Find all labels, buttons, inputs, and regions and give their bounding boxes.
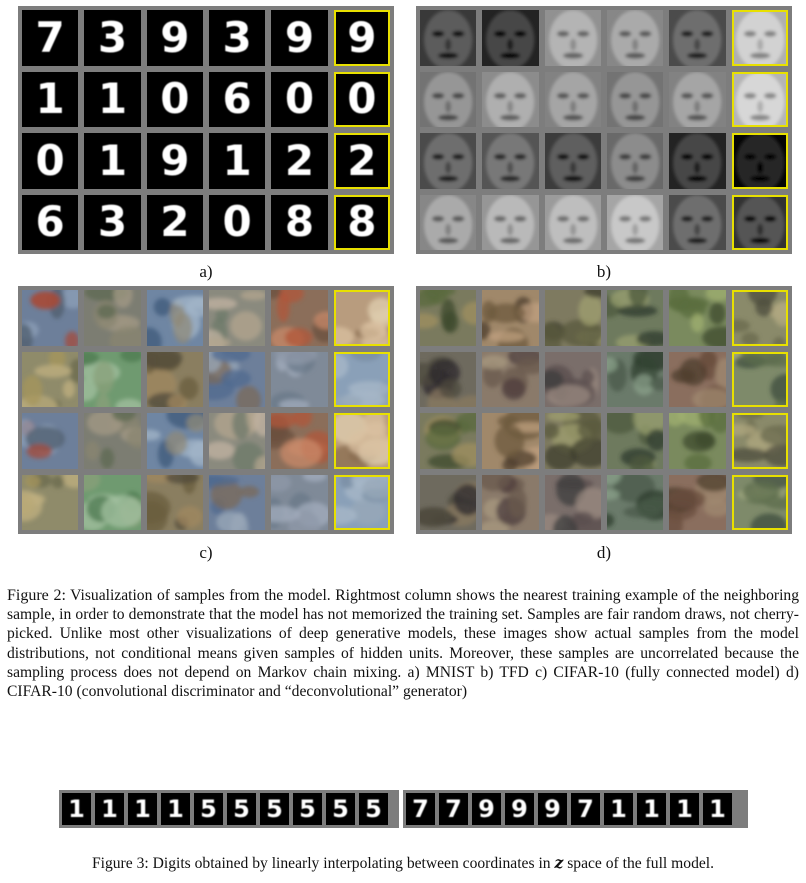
cifar-conv-sample — [607, 352, 663, 408]
figure-3-caption — [0, 853, 806, 873]
mnist-sample — [22, 72, 78, 128]
face-image — [545, 10, 601, 66]
cifar-fc-sample — [22, 413, 78, 469]
cifar-conv-image — [732, 413, 788, 469]
mnist-digit: 3 — [97, 197, 128, 247]
face-sample — [545, 72, 601, 128]
cifar-conv-sample — [607, 475, 663, 531]
figure-2-caption — [7, 586, 799, 701]
interpolated-digit — [670, 793, 699, 825]
cifar-conv-sample — [482, 475, 538, 531]
cifar-conv-image — [482, 290, 538, 346]
face-sample — [669, 72, 725, 128]
face-image — [732, 195, 788, 251]
cifar-conv-sample — [545, 290, 601, 346]
cifar-conv-nearest-training-example — [732, 352, 788, 408]
cifar-fc-sample — [271, 475, 327, 531]
panel-label-c: c) — [199, 543, 213, 562]
interpolated-digit-glyph: 1 — [610, 795, 627, 823]
figure-3-caption-pre: Digits obtained by linearly interpolating between coordinates in — [148, 855, 555, 872]
cifar-fc-nearest-training-example — [334, 413, 390, 469]
cifar-fc-image — [147, 290, 203, 346]
mnist-digit: 8 — [347, 197, 377, 247]
cifar-conv-image — [482, 413, 538, 469]
cifar-conv-sample — [669, 413, 725, 469]
tfd-samples-panel — [416, 6, 792, 254]
figure-3-label: Figure 3: — [91, 855, 149, 872]
face-image — [669, 195, 725, 251]
face-image — [420, 10, 476, 66]
cifar-conv-image — [607, 290, 663, 346]
cifar-fc-sample — [84, 290, 140, 346]
mnist-digit: 0 — [35, 135, 65, 185]
mnist-sample — [271, 72, 327, 128]
cifar-conv-nearest-training-example — [732, 475, 788, 531]
cifar-fc-sample — [209, 352, 265, 408]
mnist-digit: 9 — [347, 12, 377, 62]
cifar-conv-image — [669, 475, 725, 531]
mnist-digit: 2 — [347, 135, 377, 185]
face-sample — [482, 195, 538, 251]
face-sample — [607, 72, 663, 128]
interpolated-digit-glyph: 1 — [676, 795, 693, 823]
z-variable: z — [554, 853, 564, 872]
cifar-fc-sample — [209, 290, 265, 346]
cifar-fc-sample — [84, 352, 140, 408]
mnist-sample — [84, 133, 140, 189]
face-image — [545, 133, 601, 189]
interpolated-digit — [538, 793, 567, 825]
cifar-conv-image — [482, 352, 538, 408]
face-image — [669, 10, 725, 66]
mnist-digit: 1 — [97, 74, 128, 124]
cifar-conv-sample — [607, 290, 663, 346]
face-sample — [420, 195, 476, 251]
interpolated-digit-glyph: 5 — [332, 795, 349, 823]
face-sample — [482, 133, 538, 189]
interpolation-strip-1 — [59, 790, 399, 828]
mnist-nearest-training-example — [334, 133, 390, 189]
cifar-conv-sample — [607, 413, 663, 469]
mnist-sample — [147, 72, 203, 128]
interpolated-digit — [194, 793, 223, 825]
mnist-samples-panel — [18, 6, 394, 254]
cifar-fc-sample — [271, 290, 327, 346]
cifar-fc-image — [271, 352, 327, 408]
face-sample — [607, 133, 663, 189]
cifar-conv-samples-panel — [416, 286, 792, 534]
face-sample — [545, 10, 601, 66]
cifar-conv-sample — [482, 413, 538, 469]
cifar-conv-image — [545, 352, 601, 408]
figure-3-caption-post: space of the full model. — [563, 855, 715, 872]
cifar-fc-sample — [271, 352, 327, 408]
cifar-fc-image — [209, 413, 265, 469]
face-image — [669, 72, 725, 128]
cifar-fc-image — [334, 475, 390, 531]
interpolated-digit-glyph: 1 — [709, 795, 726, 823]
cifar-fc-image — [147, 413, 203, 469]
mnist-sample — [84, 10, 140, 66]
face-image — [607, 10, 663, 66]
cifar-fc-image — [209, 290, 265, 346]
cifar-conv-image — [420, 352, 476, 408]
mnist-digit: 0 — [347, 74, 377, 124]
interpolated-digit — [406, 793, 435, 825]
face-image — [420, 195, 476, 251]
face-sample — [420, 133, 476, 189]
face-image — [420, 133, 476, 189]
mnist-digit: 2 — [160, 197, 190, 247]
mnist-sample — [147, 133, 203, 189]
face-sample — [482, 72, 538, 128]
mnist-sample — [209, 72, 265, 128]
cifar-conv-image — [732, 352, 788, 408]
cifar-fc-image — [271, 413, 327, 469]
interpolated-digit — [326, 793, 355, 825]
cifar-fc-sample — [209, 475, 265, 531]
cifar-fc-image — [22, 413, 78, 469]
mnist-sample — [84, 72, 140, 128]
cifar-conv-image — [669, 413, 725, 469]
cifar-fc-sample — [147, 475, 203, 531]
cifar-conv-image — [420, 475, 476, 531]
mnist-digit: 9 — [284, 12, 315, 62]
cifar-conv-image — [607, 413, 663, 469]
cifar-fc-image — [84, 352, 140, 408]
interpolated-digit — [604, 793, 633, 825]
interpolated-digit — [95, 793, 124, 825]
face-image — [732, 10, 788, 66]
cifar-conv-grid — [420, 290, 788, 530]
mnist-sample — [271, 133, 327, 189]
face-sample — [607, 195, 663, 251]
cifar-conv-image — [545, 413, 601, 469]
cifar-fc-image — [147, 475, 203, 531]
face-image — [482, 10, 538, 66]
cifar-fc-sample — [84, 475, 140, 531]
face-image — [669, 133, 725, 189]
cifar-conv-image — [420, 290, 476, 346]
cifar-conv-sample — [420, 290, 476, 346]
face-sample — [545, 195, 601, 251]
cifar-conv-image — [669, 290, 725, 346]
interpolated-digit — [128, 793, 157, 825]
cifar-fc-grid — [22, 290, 390, 530]
cifar-fc-image — [334, 290, 390, 346]
cifar-fc-image — [84, 475, 140, 531]
mnist-digit: 9 — [160, 12, 190, 62]
cifar-fc-image — [22, 475, 78, 531]
face-image — [732, 133, 788, 189]
interpolated-digit-glyph: 7 — [412, 795, 429, 823]
cifar-fc-nearest-training-example — [334, 290, 390, 346]
face-sample — [669, 10, 725, 66]
interpolated-digit — [62, 793, 91, 825]
face-image — [482, 133, 538, 189]
cifar-conv-image — [669, 352, 725, 408]
mnist-sample — [84, 195, 140, 251]
cifar-fc-image — [84, 413, 140, 469]
face-image — [607, 195, 663, 251]
mnist-sample — [209, 10, 265, 66]
mnist-nearest-training-example — [334, 195, 390, 251]
cifar-fc-sample — [209, 413, 265, 469]
interpolated-digit — [472, 793, 501, 825]
mnist-digit: 1 — [222, 135, 252, 185]
face-nearest-training-example — [732, 133, 788, 189]
interpolated-digit-glyph: 5 — [233, 795, 250, 823]
cifar-fc-sample — [22, 352, 78, 408]
cifar-conv-nearest-training-example — [732, 413, 788, 469]
interpolated-digit-glyph: 9 — [511, 795, 528, 823]
mnist-nearest-training-example — [334, 72, 390, 128]
mnist-digit: 1 — [97, 135, 128, 185]
cifar-conv-image — [420, 413, 476, 469]
interpolated-digit — [227, 793, 256, 825]
cifar-conv-sample — [420, 413, 476, 469]
interpolated-digit — [571, 793, 600, 825]
face-image — [607, 72, 663, 128]
face-image — [732, 72, 788, 128]
cifar-conv-image — [545, 475, 601, 531]
mnist-sample — [22, 133, 78, 189]
cifar-fc-image — [334, 413, 390, 469]
interpolated-digit — [293, 793, 322, 825]
interpolated-digit-glyph: 5 — [365, 795, 382, 823]
panel-label-b: b) — [596, 262, 612, 281]
interpolated-digit — [637, 793, 666, 825]
mnist-sample — [22, 195, 78, 251]
interpolated-digit-glyph: 1 — [643, 795, 660, 823]
face-nearest-training-example — [732, 72, 788, 128]
cifar-conv-sample — [669, 290, 725, 346]
mnist-digit: 6 — [222, 74, 252, 124]
cifar-fc-sample — [147, 352, 203, 408]
mnist-digit: 0 — [160, 74, 190, 124]
mnist-digit: 2 — [284, 135, 315, 185]
interpolated-digit — [439, 793, 468, 825]
cifar-fc-image — [334, 352, 390, 408]
interpolated-digit-glyph: 7 — [445, 795, 462, 823]
mnist-digit: 3 — [97, 12, 128, 62]
interpolated-digit — [505, 793, 534, 825]
cifar-conv-sample — [669, 352, 725, 408]
mnist-digit: 0 — [284, 74, 315, 124]
mnist-digit: 1 — [35, 74, 65, 124]
face-sample — [420, 10, 476, 66]
figure-2-label: Figure 2: — [7, 587, 66, 604]
mnist-sample — [147, 10, 203, 66]
cifar-conv-sample — [545, 352, 601, 408]
interpolated-digit-glyph: 5 — [200, 795, 217, 823]
mnist-digit: 7 — [35, 12, 65, 62]
cifar-fc-image — [271, 475, 327, 531]
cifar-conv-sample — [545, 413, 601, 469]
interpolation-strip-2 — [403, 790, 748, 828]
face-nearest-training-example — [732, 10, 788, 66]
cifar-fc-image — [22, 290, 78, 346]
cifar-conv-nearest-training-example — [732, 290, 788, 346]
cifar-conv-sample — [482, 352, 538, 408]
cifar-fc-samples-panel — [18, 286, 394, 534]
cifar-fc-image — [209, 475, 265, 531]
cifar-fc-image — [209, 352, 265, 408]
face-sample — [420, 72, 476, 128]
mnist-nearest-training-example — [334, 10, 390, 66]
face-sample — [669, 195, 725, 251]
cifar-fc-nearest-training-example — [334, 475, 390, 531]
interpolated-digit-glyph: 1 — [167, 795, 184, 823]
figure-2-caption-text: Visualization of samples from the model. Rightmost column shows the nearest training example of the neighboring sample, in order to demonstrate that the model has not memorized the training set. Samples are fair random draws, not cherry-picked. Unlike most other visualizations of deep generative models, these images show actual samples from the model distributions, not conditional means given samples of hidden units. Moreover, these samples are uncorrelated because the sampling process does not depend on Markov chain mixing. a) MNIST b) TFD c) CIFAR-10 (fully connected model) d) CIFAR-10 (convolutional discriminator and “deconvolutional” generator) — [7, 587, 799, 701]
mnist-digit: 9 — [160, 135, 190, 185]
interpolated-digit — [161, 793, 190, 825]
interpolated-digit-glyph: 1 — [68, 795, 85, 823]
cifar-conv-sample — [545, 475, 601, 531]
face-image — [482, 195, 538, 251]
tfd-grid — [420, 10, 788, 250]
interpolated-digit-glyph: 9 — [544, 795, 561, 823]
cifar-conv-sample — [420, 475, 476, 531]
mnist-sample — [271, 195, 327, 251]
cifar-conv-sample — [420, 352, 476, 408]
mnist-sample — [22, 10, 78, 66]
interpolated-digit-glyph: 5 — [299, 795, 316, 823]
interpolated-digit-glyph: 9 — [478, 795, 495, 823]
mnist-grid — [22, 10, 390, 250]
interpolated-digit-glyph: 5 — [266, 795, 283, 823]
panel-label-d: d) — [596, 543, 612, 562]
cifar-fc-image — [271, 290, 327, 346]
face-image — [420, 72, 476, 128]
interpolated-digit — [703, 793, 732, 825]
mnist-sample — [147, 195, 203, 251]
cifar-conv-image — [607, 475, 663, 531]
face-sample — [545, 133, 601, 189]
cifar-conv-image — [732, 475, 788, 531]
cifar-fc-image — [22, 352, 78, 408]
mnist-digit: 0 — [222, 197, 252, 247]
cifar-fc-sample — [22, 475, 78, 531]
cifar-fc-sample — [84, 413, 140, 469]
mnist-digit: 6 — [35, 197, 65, 247]
cifar-conv-image — [482, 475, 538, 531]
interpolated-digit — [260, 793, 289, 825]
mnist-sample — [209, 133, 265, 189]
interpolated-digit-glyph: 7 — [577, 795, 594, 823]
face-image — [607, 133, 663, 189]
interpolated-digit-glyph: 1 — [134, 795, 151, 823]
interpolated-digit-glyph: 1 — [101, 795, 118, 823]
cifar-fc-image — [84, 290, 140, 346]
mnist-digit: 8 — [284, 197, 315, 247]
cifar-conv-image — [732, 290, 788, 346]
mnist-sample — [271, 10, 327, 66]
cifar-fc-sample — [147, 290, 203, 346]
cifar-conv-sample — [669, 475, 725, 531]
face-sample — [607, 10, 663, 66]
cifar-conv-image — [607, 352, 663, 408]
face-image — [545, 195, 601, 251]
panel-label-a: a) — [199, 262, 213, 281]
mnist-sample — [209, 195, 265, 251]
cifar-fc-sample — [22, 290, 78, 346]
face-nearest-training-example — [732, 195, 788, 251]
cifar-fc-image — [147, 352, 203, 408]
face-sample — [482, 10, 538, 66]
face-image — [482, 72, 538, 128]
face-sample — [669, 133, 725, 189]
cifar-conv-sample — [482, 290, 538, 346]
face-image — [545, 72, 601, 128]
cifar-fc-sample — [271, 413, 327, 469]
cifar-conv-image — [545, 290, 601, 346]
mnist-digit: 3 — [222, 12, 252, 62]
cifar-fc-nearest-training-example — [334, 352, 390, 408]
cifar-fc-sample — [147, 413, 203, 469]
interpolated-digit — [359, 793, 388, 825]
